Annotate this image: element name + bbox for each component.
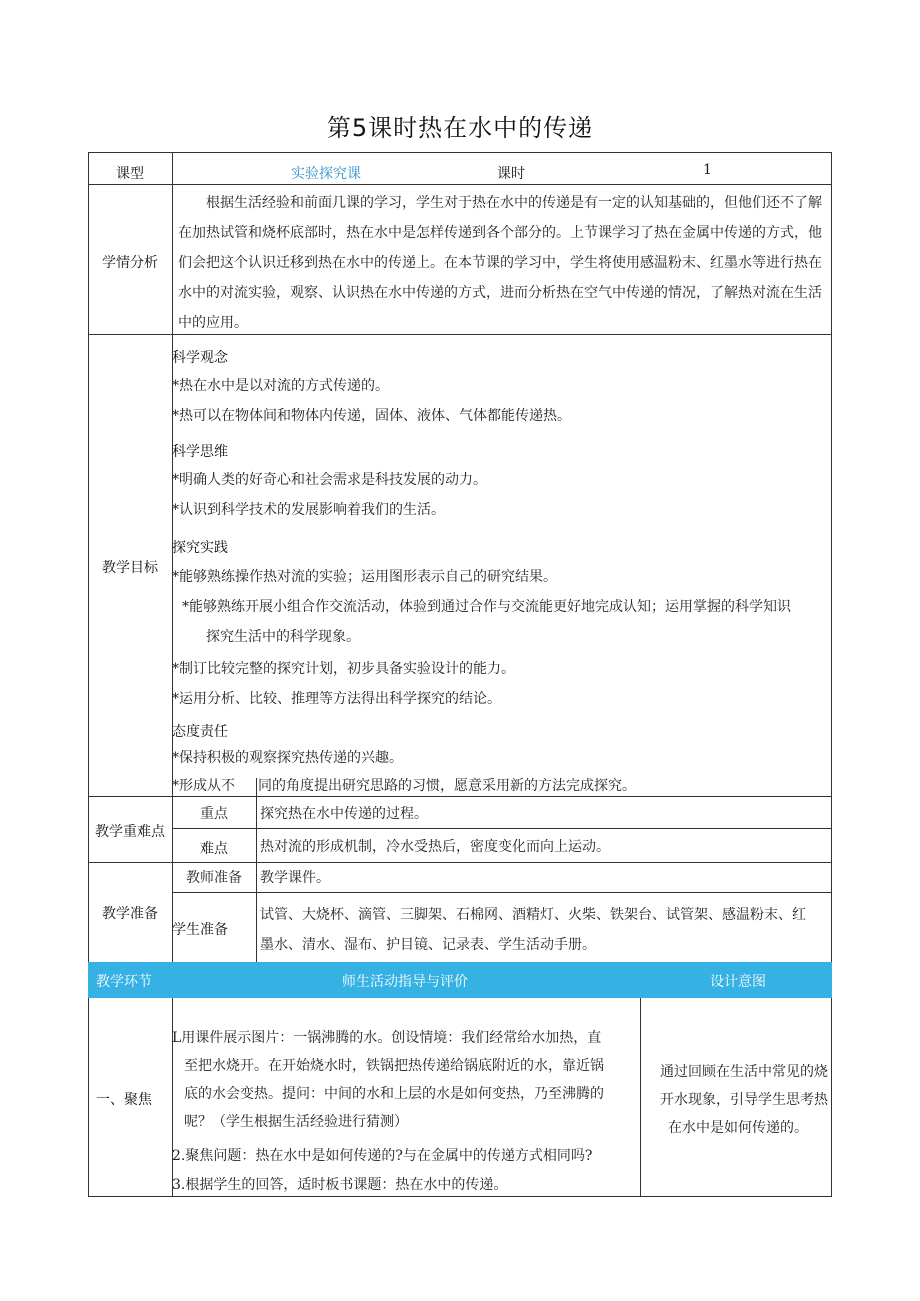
stage-text-line: 至把水烧开。在开始烧水时，铁锅把热传递给锅底附近的水，靠近锅	[184, 1058, 604, 1074]
focus-label: 重点	[200, 806, 228, 822]
teacher-prep-text: 教学课件。	[260, 870, 330, 886]
student-prep-text: 试管、大烧杯、滴管、三脚架、石棉网、酒精灯、火柴、铁架台、试管架、感温粉末、红	[260, 907, 806, 923]
stage-text-line: 底的水会变热。提问：中间的水和上层的水是如何变热，乃至沸腾的	[184, 1086, 604, 1102]
objective-item: *能够熟练操作热对流的实验；运用图形表示自己的研究结果。	[172, 569, 557, 585]
column-divider	[640, 998, 641, 1196]
row-divider	[88, 184, 832, 185]
subheading-attitude: 态度责任	[172, 724, 228, 740]
stage-label: 一、聚焦	[96, 1092, 152, 1108]
hours-value: 1	[703, 162, 712, 178]
table-left-border	[88, 998, 89, 1196]
objective-item: *明确人类的好奇心和社会需求是科技发展的动力。	[172, 472, 487, 488]
type-value: 实验探究课	[291, 166, 361, 182]
page-title: 第5课时热在水中的传递	[326, 114, 594, 142]
objective-item: *保持积极的观察探究热传递的兴趣。	[172, 750, 403, 766]
stage-text-line: 3.根据学生的回答，适时板书课题：热在水中的传递。	[172, 1177, 508, 1193]
section-header-band	[88, 962, 832, 998]
design-intent-line: 在水中是如何传递的。	[668, 1120, 808, 1136]
objective-item: *运用分析、比较、推理等方法得出科学探究的结论。	[172, 691, 501, 707]
header-teaching-stage: 教学环节	[96, 974, 152, 990]
analysis-label: 学情分析	[102, 255, 158, 271]
column-divider	[256, 796, 257, 962]
objective-item: *形成从不	[172, 778, 235, 794]
student-prep-text-continued: 墨水、清水、湿布、护目镜、记录表、学生活动手册。	[260, 937, 596, 953]
difficulty-label: 难点	[200, 841, 228, 857]
table-right-border	[831, 152, 832, 962]
focus-text: 探究热在水中传递的过程。	[260, 806, 428, 822]
teacher-prep-label: 教师准备	[186, 870, 242, 886]
stage-text-line: 呢？（学生根据生活经验进行猜测）	[184, 1114, 408, 1130]
objective-item-continued: 探究生活中的科学现象。	[206, 629, 360, 645]
objective-item-continued: 同的角度提出研究思路的习惯，愿意采用新的方法完成探究。	[258, 778, 636, 794]
type-label: 课型	[116, 166, 144, 182]
design-intent-line: 开水现象，引导学生思考热	[660, 1092, 828, 1108]
table-top-border	[88, 152, 832, 153]
preparation-label: 教学准备	[102, 906, 158, 922]
objective-item: *能够熟练开展小组合作交流活动，体验到通过合作与交流能更好地完成认知；运用掌握的科学知识	[182, 599, 791, 615]
objective-item: *认识到科学技术的发展影响着我们的生活。	[172, 502, 445, 518]
key-points-label: 教学重难点	[95, 824, 165, 840]
table-right-border	[831, 998, 832, 1196]
header-activities: 师生活动指导与评价	[342, 974, 468, 990]
objective-item: *热可以在物体间和物体内传递，固体、液体、气体都能传递热。	[172, 408, 571, 424]
subheading-inquiry-practice: 探究实践	[172, 540, 228, 556]
hours-label: 课时	[497, 166, 525, 182]
header-design-intent: 设计意图	[710, 974, 766, 990]
cell-fragment-border	[256, 778, 257, 796]
stage-text-line: L用课件展示图片：一锅沸腾的水。创设情境：我们经常给水加热，直	[172, 1030, 602, 1046]
subheading-science-concept: 科学观念	[172, 350, 228, 366]
difficulty-text: 热对流的形成机制，冷水受热后，密度变化而向上运动。	[260, 839, 610, 855]
objectives-label: 教学目标	[102, 560, 158, 576]
stage-text-line: 2.聚焦问题：热在水中是如何传递的?与在金属中的传递方式相同吗?	[172, 1148, 593, 1164]
subheading-science-thinking: 科学思维	[172, 444, 228, 460]
student-prep-label: 学生准备	[172, 922, 228, 938]
analysis-text: 根据生活经验和前面几课的学习，学生对于热在水中的传递是有一定的认知基础的，但他们还不了解在加热试管和烧杯底部时，热在水中是怎样传递到各个部分的。上节课学习了热在金属中传递的方式，他们会把这个认识迁移到热在水中的传递上。在本节课的学习中，学生将使用感温粉末、红墨水等进行热在水中的对流实验，观察、认识热在水中传递的方式，进而分析热在空气中传递的情况，了解热对流在生活中的应用。	[178, 195, 822, 331]
design-intent-line: 通过回顾在生活中常见的烧	[660, 1064, 828, 1080]
objective-item: *制订比较完整的探究计划，初步具备实验设计的能力。	[172, 661, 515, 677]
objective-item: *热在水中是以对流的方式传递的。	[172, 378, 389, 394]
